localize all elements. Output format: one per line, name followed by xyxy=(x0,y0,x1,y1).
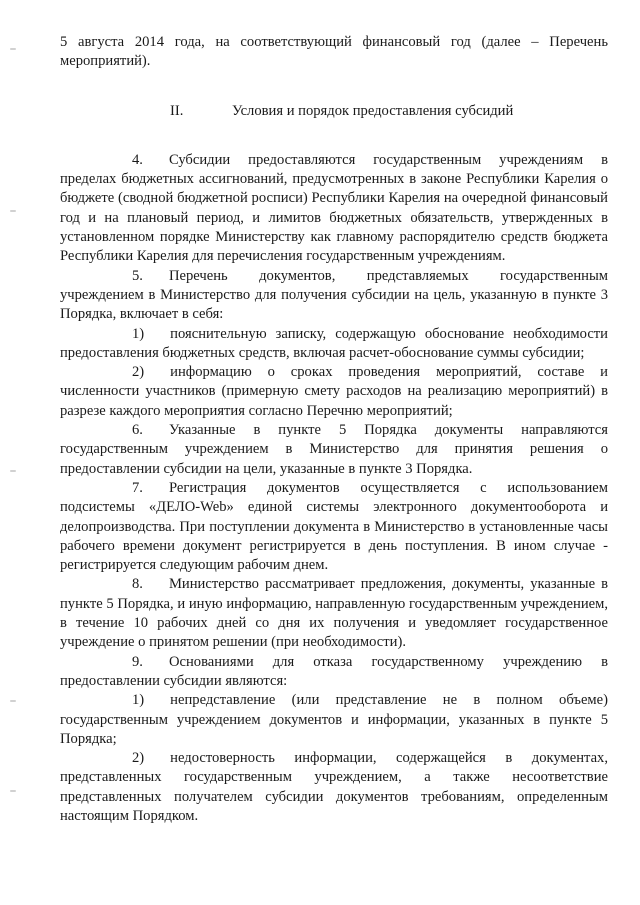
paragraph-number: 1) xyxy=(132,692,145,709)
scan-artifact xyxy=(10,700,16,702)
paragraph-text: недостоверность информации, содержащейся в документах, представленных государственным учреждением, а также несоответствие представленных получателем субсидии документов требованиям, определенным настоящим Порядком. xyxy=(60,750,608,824)
paragraph-text: пояснительную записку, содержащую обоснование необходимости предоставления бюджетных средств, включая расчет-обоснование суммы субсидии; xyxy=(60,325,608,361)
paragraph-number: 9. xyxy=(132,653,143,670)
paragraph-7 xyxy=(60,479,608,575)
paragraph-number: 2) xyxy=(132,364,145,381)
section-heading xyxy=(60,102,608,121)
paragraph-text: Указанные в пункте 5 Порядка документы направляются государственным учреждением в Министерство для принятия решения о предоставлении субсидии на цели, указанные в пункте 3 Порядка. xyxy=(60,422,608,477)
scan-artifact xyxy=(10,790,16,792)
paragraph-text: Основаниями для отказа государственному учреждению в предоставлении субсидии являются: xyxy=(60,653,608,689)
paragraph-text: непредставление (или представление не в полном объеме) государственным учреждением документов и информации, указанных в пункте 5 Порядка; xyxy=(60,692,608,747)
paragraph-number: 6. xyxy=(132,422,143,439)
paragraph-5 xyxy=(60,267,608,325)
paragraph-4 xyxy=(60,151,608,267)
paragraph-9-item-1 xyxy=(60,691,608,749)
paragraph-number: 2) xyxy=(132,750,145,767)
paragraph-text: Перечень документов, представляемых государственным учреждением в Министерство для получения субсидии на цель, указанную в пункте 3 Порядка, включает в себя: xyxy=(60,267,608,323)
paragraph-9 xyxy=(60,653,608,692)
section-number: II. xyxy=(170,102,184,119)
intro-paragraph: 5 августа 2014 года, на соответствующий финансовый год (далее – Перечень мероприятий). xyxy=(60,34,608,70)
paragraph-9-item-2 xyxy=(60,749,608,826)
paragraph-number: 1) xyxy=(132,325,145,342)
section-title: Условия и порядок предоставления субсидий xyxy=(232,102,514,119)
scan-artifact xyxy=(10,48,16,50)
paragraph-text: Министерство рассматривает предложения, документы, указанные в пункте 5 Порядка, и иную информацию, направленную государственным учреждением, в течение 10 рабочих дней со дня их получения и уведомляет государственное учреждение о принятом решении (при необходимости). xyxy=(60,576,608,651)
scan-artifact xyxy=(10,470,16,472)
paragraph-number: 8. xyxy=(132,576,143,593)
document-body xyxy=(60,33,608,826)
paragraph-number: 5. xyxy=(132,267,143,284)
paragraph-5-item-2 xyxy=(60,363,608,421)
paragraph-text: информацию о сроках проведения мероприятий, составе и численности участников (примерную смету расходов на реализацию мероприятий) в разрезе каждого мероприятия согласно Перечню мероприятий; xyxy=(60,364,608,419)
paragraph-number: 4. xyxy=(132,151,143,168)
paragraph-text: Регистрация документов осуществляется с использованием подсистемы «ДЕЛО-Web» единой системы электронного документооборота и делопроизводства. При поступлении документа в Министерство в установленные часы рабочего времени документ регистрируется в день поступления. В ином случае - регистрируется следующим рабочим днем. xyxy=(60,479,608,574)
paragraph-text: Субсидии предоставляются государственным учреждениям в пределах бюджетных ассигнований, предусмотренных в законе Республики Карелия о бюджете (сводной бюджетной росписи) Республики Карелия на очередной финансовый год и на плановый период, и лимитов бюджетных обязательств, утвержденных в установленном порядке Министерству как главному распорядителю средств бюджета Республики Карелия для перечисления государственным учреждениям. xyxy=(60,151,608,265)
paragraph-6 xyxy=(60,421,608,479)
paragraph-5-item-1 xyxy=(60,325,608,364)
scan-artifact xyxy=(10,210,16,212)
paragraph-number: 7. xyxy=(132,479,143,496)
paragraph-8 xyxy=(60,575,608,652)
